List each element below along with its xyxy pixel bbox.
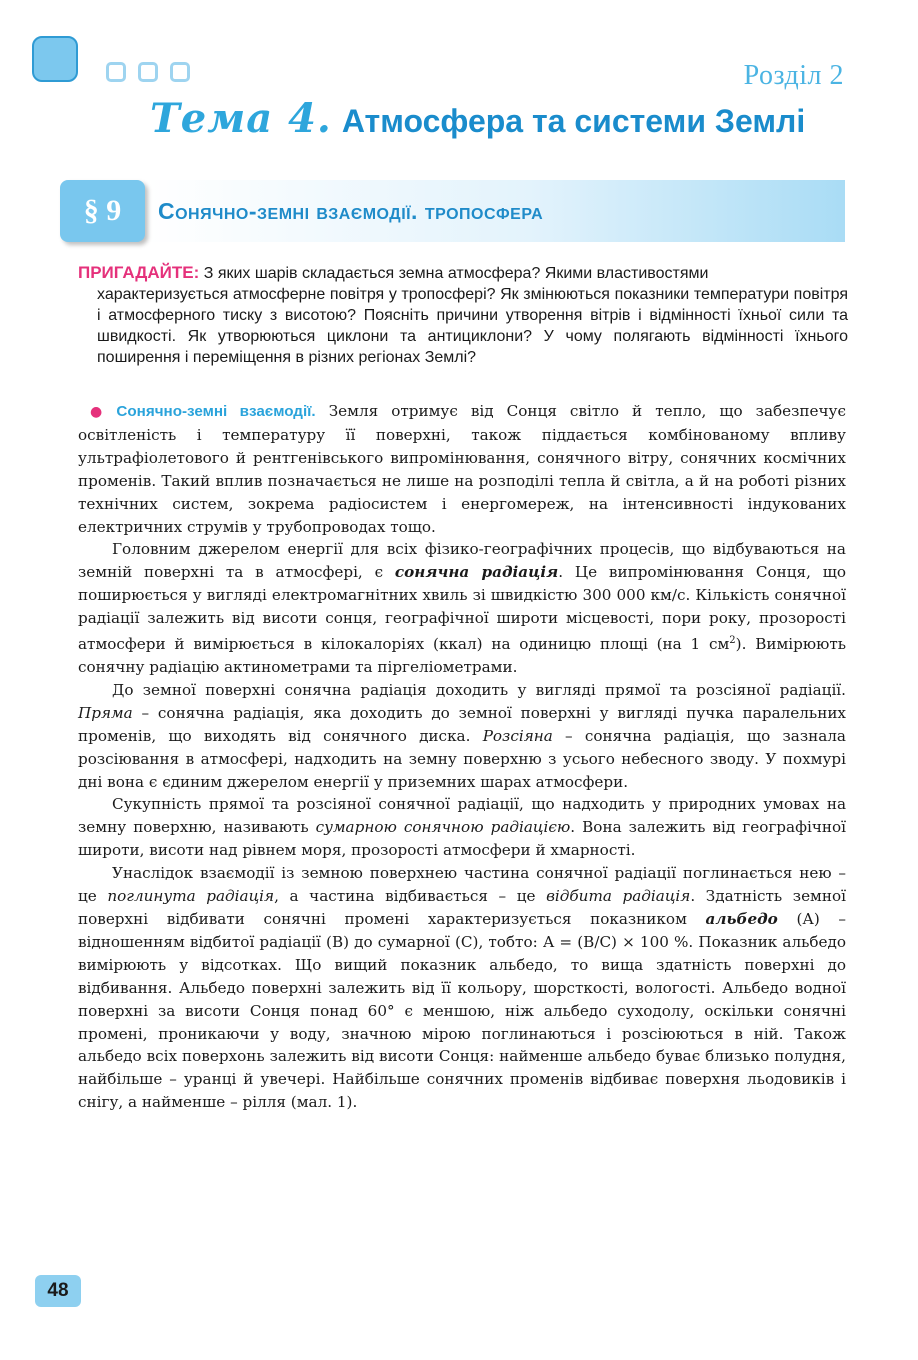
bullet-icon: ● [90,404,111,420]
chapter-label: Розділ 2 [743,60,844,91]
section-title: Сонячно-земні взаємодії. тропосфера [158,198,544,224]
corner-decoration-square [138,62,158,82]
superscript: 2 [729,635,736,647]
paragraph-text: . Це випромінювання Сонця, що поширюється у вигляді електромагнітних хвиль зі швидкістю 300 000 км/с. Кількість сонячної радіації залежить від висоти сонця, географічної широти місцевості, пори року, прозорості атмосфери й вимірюється в кілокалоріях (ккал) на одиницю площі (на 1 см [78,563,846,654]
paragraph-text: , а частина відбивається – це [274,887,536,906]
paragraph [78,862,846,1114]
recall-questions: характеризується атмосферне повітря у тропосфері? Як змінюються показники температури повітря і атмосферного тиску з висотою? Поясніть причини утворення вітрів і відмінності їхньої сили та швидкості. Як утворюються циклони та антициклони? У чому полягають відмінності їхнього поширення і переміщення в різних регіонах Землі? [97,286,848,366]
recall-label: ПРИГАДАЙТЕ: [78,263,200,282]
term: Пряма [78,703,133,722]
paragraph-text: . Здатність земної поверхні відбивати сонячні промені характеризується показником [78,887,846,928]
paragraph-text: Земля отримує від Сонця світло й тепло, що забезпечує освітленість і температуру її поверхні, також піддається комбінованому впливу ультрафіолетового й рентгенівського випромінювання, сонячного вітру, сонячних космічних променів. Такий вплив позначається не лише на розподілі тепла й світла, а й на роботі різних технічних систем, зокрема радіосистем і енергомереж, на інтенсивності індукованих електричних струмів у трубопроводах тощо. [78,402,847,536]
paragraph [78,679,846,794]
paragraph-text: Унаслідок взаємодії із земною поверхнею частина сонячної радіації поглинається нею – це [78,864,846,906]
main-text [78,400,846,1114]
paragraph [78,793,846,862]
corner-decoration-square [106,62,126,82]
subheading: Сонячно-земні взаємодії. [116,403,316,420]
paragraph [78,538,846,679]
paragraph-text: (А) – відношенням відбитої радіації (В) до сумарної (С), тобто: А = (В/С) × 100 %. Показник альбедо вимірюють у відсотках. Що вищий показник альбедо, то вища здатність поверхні до відбивання. Альбедо поверхні залежить від її кольору, шорсткості, вологості. Альбедо водної поверхні за висоти Сонця понад 60° є меншою, ніж альбедо суходолу, оскільки сонячні промені, проникаючи у воду, значною мірою поглинаються і розсіюються в ній. Також альбедо всіх поверхонь залежить від висоти Сонця: найменше альбедо буває близько полудня, найбільше – уранці й увечері. Найбільше сонячних променів відбиває поверхня льодовиків і снігу, а найменше – рілля (мал. 1). [78,910,847,1112]
paragraph-text: – сонячна радіація, що зазнала розсіювання в атмосфері, надходить на земну поверхню з усього небесного зводу. У похмурі дні вона є єдиним джерелом енергії у приземних шарах атмосфери. [78,726,846,791]
term: поглинута радіація [107,887,275,906]
recall-first-line: З яких шарів складається земна атмосфера? Якими властивостями [203,265,709,282]
paragraph-text: Сукупність прямої та розсіяної сонячної радіації, що надходить у природних умовах на земну поверхню, називають [78,795,846,837]
paragraph-text: До земної поверхні сонячна радіація доходить у вигляді прямої та розсіяної радіації. [112,680,846,699]
theme-heading [150,95,805,142]
paragraph-text: Головним джерелом енергії для всіх фізико-географічних процесів, що відбуваються на земній поверхні та в атмосфері, є [78,540,846,582]
paragraph [78,400,846,538]
theme-title: Атмосфера та системи Землі [341,103,806,139]
term: альбедо [705,910,778,928]
paragraph-text: . Вона залежить від географічної широти, висоти над рівнем моря, прозорості атмосфери й хмарності. [78,818,846,860]
term: сонячна радіація [394,563,559,582]
corner-decoration-square [170,62,190,82]
page-number: 48 [35,1275,81,1307]
term: Розсіяна [482,726,553,745]
theme-number: Тема 4. [150,95,332,142]
corner-decoration-square-large [32,36,78,82]
paragraph-text: – сонячна радіація, яка доходить до земної поверхні у вигляді пучка паралельних променів, що виходять від сонячного диска. [78,703,847,745]
recall-block [78,262,848,368]
section-number-badge: § 9 [60,180,145,242]
term: сумарною сонячною радіацією [315,818,571,837]
paragraph-text: ). Вимірюють сонячну радіацію актинометрами та піргеліометрами. [78,635,847,677]
term: відбита радіація [546,887,691,906]
